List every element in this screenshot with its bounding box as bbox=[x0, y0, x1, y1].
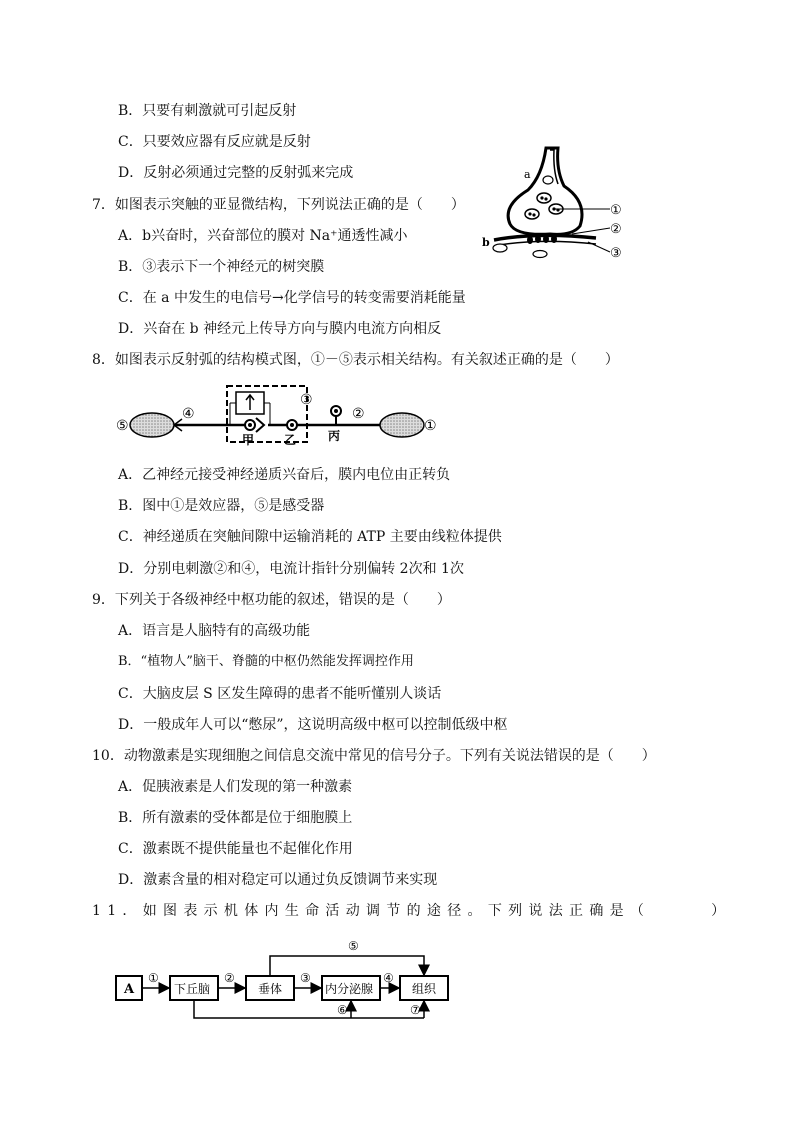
q7-option-c: C．在 a 中发生的电信号→化学信号的转变需要消耗能量 bbox=[118, 290, 466, 306]
fig7-label-1: ① bbox=[610, 203, 622, 218]
fig8-label-yi: 乙 bbox=[284, 433, 297, 447]
fig8-label-jia: 甲 bbox=[242, 433, 255, 447]
q9-option-c: C．大脑皮层 S 区发生障碍的患者不能听懂别人谈话 bbox=[118, 686, 442, 702]
q7-option-a: A．b兴奋时，兴奋部位的膜对 Na⁺通透性减小 bbox=[118, 228, 408, 244]
q10-option-a: A．促胰液素是人们发现的第一种激素 bbox=[118, 779, 353, 795]
q9-stem: 9．下列关于各级神经中枢功能的叙述，错误的是（ ） bbox=[92, 592, 451, 608]
fig11-box-tissue: 组织 bbox=[412, 982, 437, 996]
fig11-box-endocrine-gland: 内分泌腺 bbox=[325, 982, 374, 996]
q7-stem: 7．如图表示突触的亚显微结构，下列说法正确的是（ ） bbox=[92, 197, 465, 213]
q8-option-d: D．分别电刺激②和④，电流计指针分别偏转 2次和 1次 bbox=[118, 561, 464, 577]
reflex-arc-figure bbox=[112, 378, 442, 450]
q11-stem: 11．如图表示机体内生命活动调节的途径。下列说法正确是（ ） bbox=[92, 903, 732, 919]
fig7-label-a: a bbox=[524, 168, 531, 181]
q8-stem: 8．如图表示反射弧的结构模式图，①－⑤表示相关结构。有关叙述正确的是（ ） bbox=[92, 352, 619, 368]
q6-option-d: D．反射必须通过完整的反射弧来完成 bbox=[118, 165, 354, 181]
fig11-label-1: ① bbox=[148, 971, 159, 985]
q7-option-b: B．③表示下一个神经元的树突膜 bbox=[118, 259, 325, 275]
q6-option-b: B．只要有刺激就可引起反射 bbox=[118, 103, 297, 119]
q10-option-d: D．激素含量的相对稳定可以通过负反馈调节来实现 bbox=[118, 872, 438, 888]
q7-option-d: D．兴奋在 b 神经元上传导方向与膜内电流方向相反 bbox=[118, 321, 442, 337]
fig11-label-6: ⑥ bbox=[337, 1003, 348, 1017]
fig11-box-pituitary: 垂体 bbox=[258, 982, 283, 996]
fig8-label-5: ⑤ bbox=[116, 418, 129, 434]
fig8-label-4: ④ bbox=[182, 406, 195, 422]
q8-option-b: B．图中①是效应器，⑤是感受器 bbox=[118, 498, 325, 514]
fig8-label-3: ③ bbox=[300, 392, 313, 408]
q9-option-a: A．语言是人脑特有的高级功能 bbox=[118, 623, 311, 639]
regulation-pathway-figure bbox=[112, 932, 457, 1027]
fig11-box-hypothalamus: 下丘脑 bbox=[174, 982, 211, 996]
q8-option-c: C．神经递质在突触间隙中运输消耗的 ATP 主要由线粒体提供 bbox=[118, 529, 502, 545]
fig11-label-2: ② bbox=[224, 971, 235, 985]
fig8-label-1: ① bbox=[424, 418, 437, 434]
q9-option-b: B．“植物人”脑干、脊髓的中枢仍然能发挥调控作用 bbox=[118, 654, 414, 669]
fig8-label-2: ② bbox=[352, 406, 365, 422]
q8-option-a: A．乙神经元接受神经递质兴奋后，膜内电位由正转负 bbox=[118, 467, 451, 483]
fig11-box-a: A bbox=[124, 982, 135, 997]
fig11-label-5: ⑤ bbox=[348, 939, 359, 953]
synapse-figure bbox=[476, 140, 636, 265]
fig11-label-4: ④ bbox=[383, 971, 394, 985]
fig7-label-2: ② bbox=[610, 222, 622, 237]
q9-option-d: D．一般成年人可以“憋尿”，这说明高级中枢可以控制低级中枢 bbox=[118, 717, 508, 733]
fig11-label-3: ③ bbox=[300, 971, 311, 985]
fig11-label-7: ⑦ bbox=[410, 1003, 421, 1017]
fig8-label-bing: 丙 bbox=[328, 429, 341, 443]
q10-option-c: C．激素既不提供能量也不起催化作用 bbox=[118, 841, 353, 857]
fig7-label-b: b bbox=[482, 236, 490, 249]
q10-stem: 10．动物激素是实现细胞之间信息交流中常见的信号分子。下列有关说法错误的是（ ） bbox=[92, 748, 656, 764]
fig7-label-3: ③ bbox=[610, 246, 622, 261]
q10-option-b: B．所有激素的受体都是位于细胞膜上 bbox=[118, 810, 353, 826]
q6-option-c: C．只要效应器有反应就是反射 bbox=[118, 134, 311, 150]
